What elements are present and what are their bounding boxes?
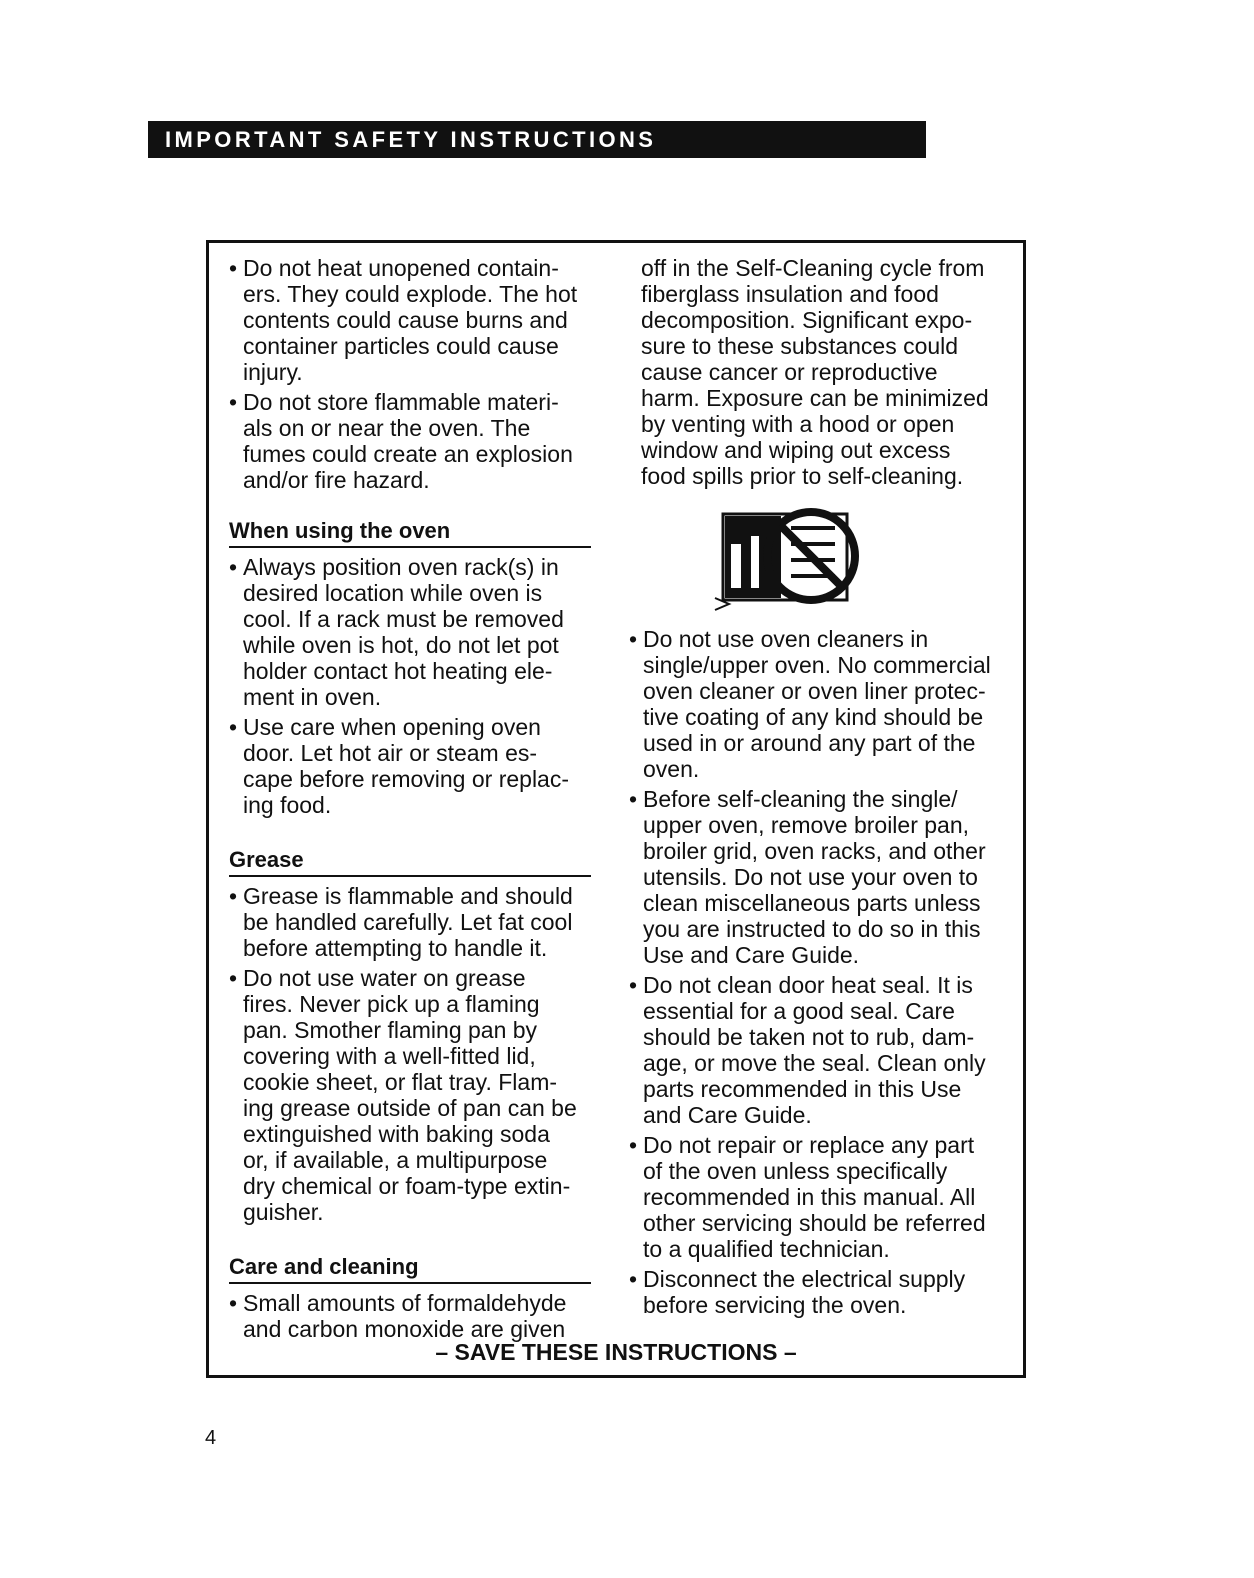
item-text: Do not use water on grease fires. Never pick up a flaming pan. Smother flaming pan by covering with a well-fitted lid, cookie sheet, or flat tray. Flam- ing grease outside of pan can be extinguished with baking soda or, if available, a multipurpose dry chemical or foam-type extin- guisher.	[243, 965, 577, 1225]
list-item	[229, 1290, 609, 1342]
list-item	[629, 1266, 1014, 1318]
continuation-text: off in the Self-Cleaning cycle from fiberglass insulation and food decomposition. Significant expo- sure to these substances could cause cancer or reproductive harm. Exposure can be minimized by venting with a hood or open window and wiping out excess food spills prior to self-cleaning.	[641, 255, 989, 489]
item-text: Do not use oven cleaners in single/upper oven. No commercial oven cleaner or oven liner protec- tive coating of any kind should be used in or around any part of the oven.	[643, 626, 991, 782]
bullet: •	[629, 1266, 638, 1292]
item-text: Small amounts of formaldehyde and carbon monoxide are given	[243, 1290, 567, 1342]
bullet: •	[229, 554, 238, 580]
safety-box	[206, 240, 1026, 1378]
list-item	[229, 714, 609, 818]
bullet: •	[629, 1132, 638, 1158]
bullet: •	[229, 255, 238, 281]
item-text: Grease is flammable and should be handled carefully. Let fat cool before attempting to handle it.	[243, 883, 573, 961]
bullet: •	[229, 714, 238, 740]
no-oven-cleaner-icon	[711, 504, 861, 614]
bullet: •	[229, 965, 238, 991]
section-heading-grease: Grease	[229, 847, 591, 877]
list-item	[629, 972, 1014, 1128]
bullet: •	[229, 883, 238, 909]
bullet: •	[629, 626, 638, 652]
bullet: •	[629, 786, 638, 812]
item-text: Do not heat unopened contain- ers. They could explode. The hot contents could cause burns and container particles could cause injury.	[243, 255, 578, 385]
item-text: Do not clean door heat seal. It is essential for a good seal. Care should be taken not to rub, dam- age, or move the seal. Clean only parts recommended in this Use and Care Guide.	[643, 972, 986, 1128]
item-text: Use care when opening oven door. Let hot air or steam es- cape before removing or replac- ing food.	[243, 714, 569, 818]
save-instructions-footer: – SAVE THESE INSTRUCTIONS –	[435, 1339, 797, 1365]
page-number: 4	[205, 1427, 217, 1449]
header-title: IMPORTANT SAFETY INSTRUCTIONS	[165, 127, 657, 152]
list-item	[229, 255, 609, 385]
item-text: Before self-cleaning the single/ upper oven, remove broiler pan, broiler grid, oven racks, and other utensils. Do not use your oven to clean miscellaneous parts unless you are instructed to do so in this Use and Care Guide.	[643, 786, 986, 968]
header-bar	[148, 121, 926, 158]
section-heading-care-and-cleaning: Care and cleaning	[229, 1254, 591, 1284]
section-heading-when-using-oven: When using the oven	[229, 518, 591, 548]
right-column	[629, 255, 1014, 1318]
list-item	[629, 786, 1014, 968]
list-item	[629, 626, 1014, 782]
list-item	[229, 389, 609, 493]
left-column	[229, 255, 609, 1342]
item-text: Always position oven rack(s) in desired location while oven is cool. If a rack must be removed while oven is hot, do not let pot holder contact hot heating ele- ment in oven.	[243, 554, 564, 710]
bullet: •	[629, 972, 638, 998]
bullet: •	[229, 1290, 238, 1316]
item-text: Do not repair or replace any part of the oven unless specifically recommended in this manual. All other servicing should be referred to a qualified technician.	[643, 1132, 986, 1262]
item-text: Disconnect the electrical supply before servicing the oven.	[643, 1266, 966, 1318]
list-item	[629, 1132, 1014, 1262]
list-item	[229, 554, 609, 710]
list-item	[229, 883, 609, 961]
item-text: Do not store flammable materi- als on or near the oven. The fumes could create an explosion and/or fire hazard.	[243, 389, 573, 493]
bullet: •	[229, 389, 238, 415]
list-item	[229, 965, 609, 1225]
